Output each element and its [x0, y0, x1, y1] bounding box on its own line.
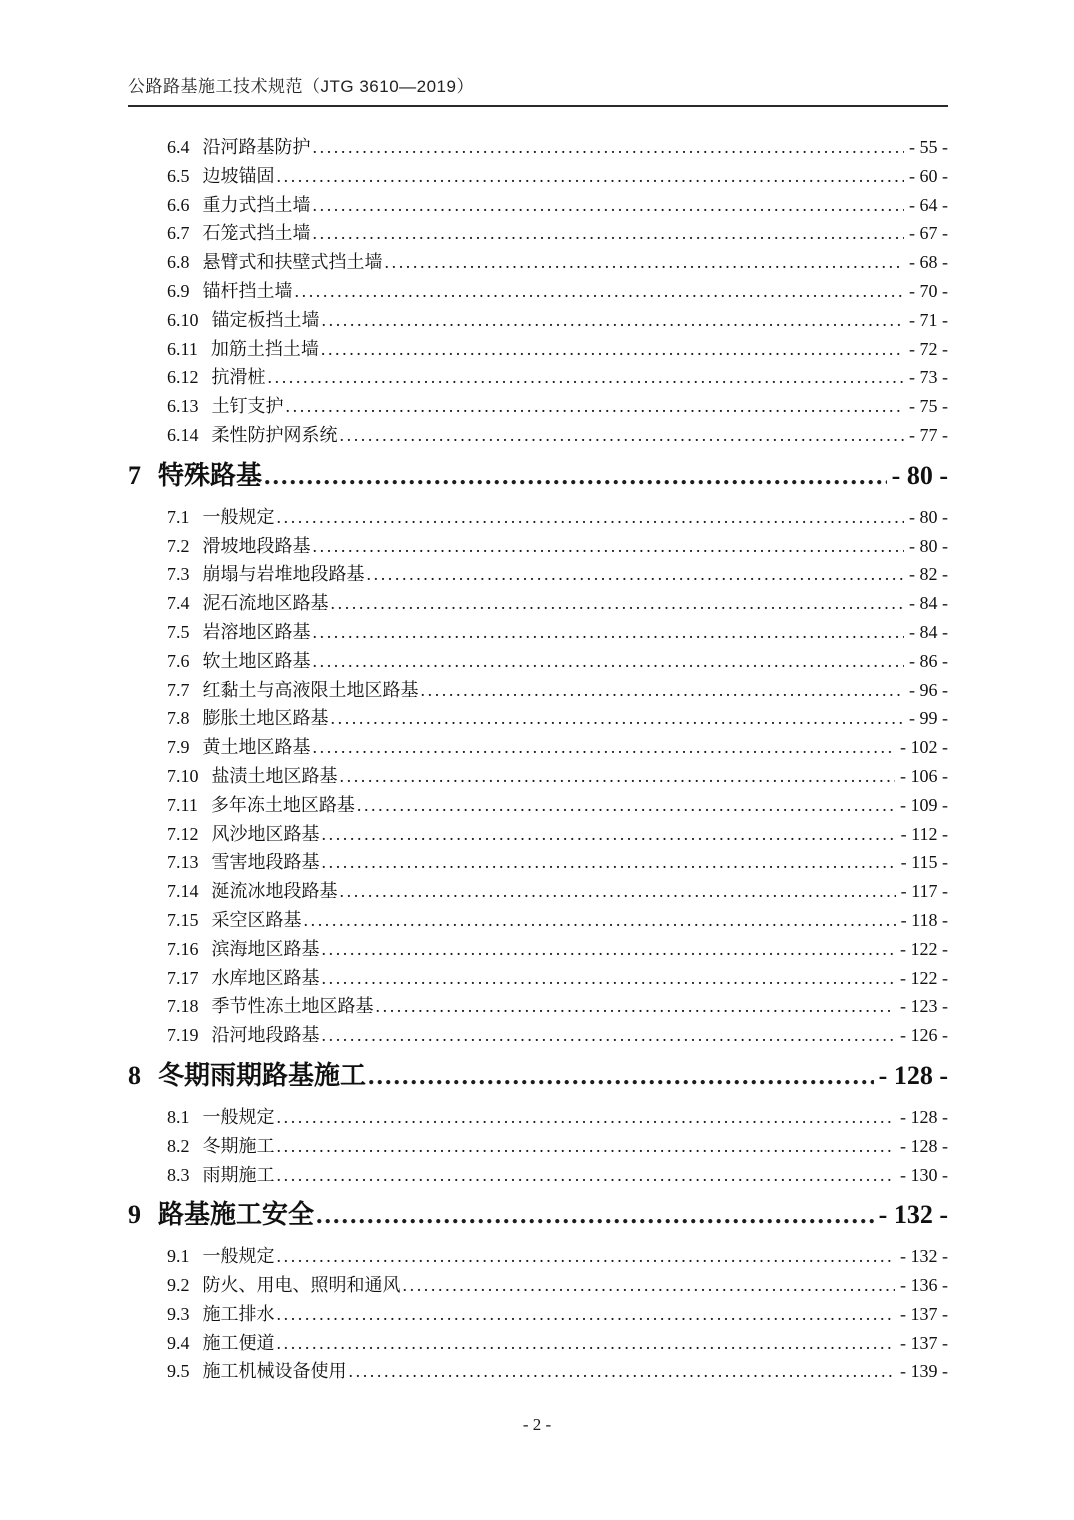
- toc-entry-number: 7.17: [167, 967, 199, 988]
- toc-leader-dots: [277, 1132, 896, 1161]
- toc-entry-page-number: - 64 -: [909, 194, 948, 215]
- toc-entry-page-number: - 123 -: [900, 996, 948, 1017]
- toc-leader-dots: [340, 421, 905, 450]
- toc-entry: [128, 1242, 948, 1271]
- toc-entry: [128, 1021, 948, 1050]
- toc-entry: [128, 162, 948, 191]
- toc-section-heading: [128, 1055, 948, 1097]
- toc-entry-number: 7.14: [167, 881, 199, 902]
- toc-entry-number: 6.9: [167, 280, 190, 301]
- toc-entry: [128, 820, 948, 849]
- toc-entry-page-number: - 67 -: [909, 223, 948, 244]
- toc-entry-page-number: - 82 -: [909, 564, 948, 585]
- toc-entry-page-number: - 102 -: [900, 737, 948, 758]
- page-footer: [0, 1415, 1074, 1435]
- toc-section-heading: [128, 1194, 948, 1236]
- toc-leader-dots: [277, 162, 905, 191]
- toc-entry-title: 锚定板挡土墙: [211, 309, 320, 330]
- toc-entry: [128, 1357, 948, 1386]
- toc-entry-title: 膨胀土地区路基: [202, 708, 329, 729]
- toc-entry-number: 7.1: [167, 506, 190, 527]
- toc-entry-page-number: - 70 -: [909, 280, 948, 301]
- toc-entry-page-number: - 109 -: [900, 794, 948, 815]
- toc-entry-title: 软土地区路基: [202, 650, 311, 671]
- toc-entry: [128, 560, 948, 589]
- toc-entry-title: 加筋土挡土墙: [210, 338, 319, 359]
- toc-entry: [128, 335, 948, 364]
- toc-entry: [128, 791, 948, 820]
- toc-entry-page-number: - 73 -: [909, 367, 948, 388]
- toc-entry: [128, 762, 948, 791]
- toc-entry: [128, 1271, 948, 1300]
- toc-leader-dots: [331, 589, 905, 618]
- toc-entry-page-number: - 122 -: [900, 967, 948, 988]
- toc-entry-title: 岩溶地区路基: [202, 621, 311, 642]
- toc-entry-number: 7.7: [167, 679, 190, 700]
- toc-entry-page-number: - 136 -: [900, 1275, 948, 1296]
- toc-entry-page-number: - 75 -: [909, 396, 948, 417]
- toc-entry: [128, 589, 948, 618]
- toc-entry: [128, 306, 948, 335]
- toc-entry-title: 水库地区路基: [211, 967, 320, 988]
- toc-entry: [128, 877, 948, 906]
- toc-entry-title: 崩塌与岩堆地段路基: [202, 564, 365, 585]
- toc-leader-dots: [349, 1357, 896, 1386]
- toc-entry: [128, 848, 948, 877]
- toc-entry-number: 7: [128, 460, 141, 490]
- toc-leader-dots: [322, 1021, 896, 1050]
- toc-entry: [128, 1329, 948, 1358]
- toc-entry-page-number: - 96 -: [909, 679, 948, 700]
- toc-leader-dots: [277, 1329, 896, 1358]
- toc-entry: [128, 1161, 948, 1190]
- toc-leader-dots: [322, 820, 896, 849]
- toc-section-heading: [128, 455, 948, 497]
- toc-entry-number: 6.4: [167, 137, 190, 157]
- toc-entry-number: 6.13: [167, 396, 199, 417]
- toc-entry-title: 季节性冻土地区路基: [211, 996, 374, 1017]
- toc-entry-page-number: - 86 -: [909, 650, 948, 671]
- toc-entry-title: 沿河路基防护: [202, 137, 311, 157]
- toc-entry-page-number: - 122 -: [900, 938, 948, 959]
- toc-entry: [128, 392, 948, 421]
- toc-entry-title: 冬期施工: [202, 1135, 275, 1156]
- toc-leader-dots: [367, 560, 905, 589]
- toc-entry-number: 7.10: [167, 765, 199, 786]
- toc-entry-page-number: - 72 -: [909, 338, 948, 359]
- toc-leader-dots: [316, 1194, 874, 1236]
- toc-entry-title: 多年冻土地区路基: [210, 794, 355, 815]
- toc-entry-title: 滑坡地段路基: [202, 535, 311, 556]
- toc-entry-number: 7.4: [167, 593, 190, 614]
- toc-entry-page-number: - 132 -: [900, 1246, 948, 1267]
- toc-entry-page-number: - 84 -: [909, 593, 948, 614]
- toc-entry-page-number: - 80 -: [909, 506, 948, 527]
- toc-entry: [128, 1300, 948, 1329]
- toc-entry-page-number: - 55 -: [909, 137, 948, 157]
- toc-entry-number: 7.15: [167, 909, 199, 930]
- toc-entry-page-number: - 68 -: [909, 252, 948, 273]
- toc-entry-number: 8.3: [167, 1164, 190, 1185]
- toc-entry-number: 7.2: [167, 535, 190, 556]
- toc-entry-page-number: - 80 -: [891, 460, 948, 490]
- toc-leader-dots: [322, 964, 896, 993]
- toc-entry-number: 7.18: [167, 996, 199, 1017]
- toc-leader-dots: [295, 277, 905, 306]
- running-header-title: 公路路基施工技术规范（JTG 3610—2019）: [128, 77, 474, 96]
- toc-entry-page-number: - 117 -: [900, 881, 948, 902]
- toc-leader-dots: [313, 647, 905, 676]
- toc-entry-title: 雨期施工: [202, 1164, 275, 1185]
- toc-leader-dots: [403, 1271, 896, 1300]
- toc-entry-number: 7.19: [167, 1025, 199, 1046]
- toc-entry: [128, 191, 948, 220]
- toc-entry: [128, 1103, 948, 1132]
- toc-entry-title: 抗滑桩: [211, 367, 266, 388]
- toc-entry: [128, 532, 948, 561]
- toc-entry: [128, 618, 948, 647]
- toc-entry-page-number: - 71 -: [909, 309, 948, 330]
- toc-entry-number: 9.5: [167, 1361, 190, 1382]
- toc-entry-page-number: - 118 -: [900, 909, 948, 930]
- toc-entry-title: 风沙地区路基: [211, 823, 320, 844]
- toc-entry: [128, 992, 948, 1021]
- toc-entry-title: 黄土地区路基: [202, 737, 311, 758]
- toc-entry-page-number: - 106 -: [900, 765, 948, 786]
- toc-entry-title: 路基施工安全: [158, 1200, 315, 1230]
- toc-entry: [128, 676, 948, 705]
- toc-entry-number: 6.12: [167, 367, 199, 388]
- toc-leader-dots: [340, 762, 896, 791]
- toc-entry-number: 7.12: [167, 823, 199, 844]
- toc-entry-number: 6.8: [167, 252, 190, 273]
- toc-entry-page-number: - 99 -: [909, 708, 948, 729]
- toc-leader-dots: [357, 791, 895, 820]
- toc-entry-title: 红黏土与高液限土地区路基: [202, 679, 419, 700]
- toc-leader-dots: [322, 848, 896, 877]
- toc-entry: [128, 421, 948, 450]
- toc-leader-dots: [313, 219, 905, 248]
- toc-entry-title: 雪害地段路基: [211, 852, 320, 873]
- toc-leader-dots: [321, 335, 904, 364]
- toc-entry-number: 9.4: [167, 1332, 190, 1353]
- toc-leader-dots: [277, 1242, 896, 1271]
- toc-leader-dots: [277, 1103, 896, 1132]
- toc-entry-page-number: - 115 -: [900, 852, 948, 873]
- toc-entry-title: 涎流冰地段路基: [211, 881, 338, 902]
- toc-entry-number: 6.11: [167, 338, 198, 359]
- toc-entry-title: 柔性防护网系统: [211, 424, 338, 445]
- toc-entry-page-number: - 137 -: [900, 1303, 948, 1324]
- toc-entry-title: 土钉支护: [211, 396, 284, 417]
- toc-entry-title: 锚杆挡土墙: [202, 280, 293, 301]
- toc-entry-number: 7.16: [167, 938, 199, 959]
- toc-entry-number: 6.14: [167, 424, 199, 445]
- toc-leader-dots: [286, 392, 905, 421]
- toc-entry-number: 7.5: [167, 621, 190, 642]
- toc-entry-title: 防火、用电、照明和通风: [202, 1275, 401, 1296]
- toc-leader-dots: [313, 733, 896, 762]
- toc-entry-title: 施工机械设备使用: [202, 1361, 347, 1382]
- toc-entry-title: 一般规定: [202, 506, 275, 527]
- toc-leader-dots: [268, 363, 905, 392]
- toc-entry-number: 6.7: [167, 223, 190, 244]
- toc-entry-title: 施工便道: [202, 1332, 275, 1353]
- toc-entry-title: 采空区路基: [211, 909, 302, 930]
- toc-entry-number: 6.6: [167, 194, 190, 215]
- toc-leader-dots: [313, 191, 905, 220]
- toc-entry-number: 7.11: [167, 794, 198, 815]
- toc-entry-page-number: - 128 -: [900, 1135, 948, 1156]
- toc-entry: [128, 277, 948, 306]
- toc-entry: [128, 647, 948, 676]
- toc-leader-dots: [340, 877, 896, 906]
- toc-entry-title: 重力式挡土墙: [202, 194, 311, 215]
- toc-entry-page-number: - 80 -: [909, 535, 948, 556]
- toc-leader-dots: [313, 133, 905, 162]
- toc-entry-page-number: - 128 -: [878, 1060, 948, 1090]
- toc-leader-dots: [368, 1055, 874, 1097]
- toc-leader-dots: [304, 906, 896, 935]
- toc-leader-dots: [331, 704, 905, 733]
- toc-entry: [128, 503, 948, 532]
- toc-leader-dots: [277, 1161, 896, 1190]
- toc-entry-title: 石笼式挡土墙: [202, 223, 311, 244]
- toc-entry: [128, 704, 948, 733]
- toc-entry-title: 沿河地段路基: [211, 1025, 320, 1046]
- toc-entry-title: 盐渍土地区路基: [211, 765, 338, 786]
- toc-entry-page-number: - 128 -: [900, 1106, 948, 1127]
- toc-leader-dots: [264, 455, 887, 497]
- toc-entry-title: 泥石流地区路基: [202, 593, 329, 614]
- toc-entry-number: 9.1: [167, 1246, 190, 1267]
- toc-entry-title: 特殊路基: [158, 460, 263, 490]
- toc-entry-title: 冬期雨期路基施工: [158, 1060, 367, 1090]
- toc-entry-page-number: - 130 -: [900, 1164, 948, 1185]
- toc-entry: [128, 964, 948, 993]
- toc-entry-number: 7.3: [167, 564, 190, 585]
- toc-entry-page-number: - 84 -: [909, 621, 948, 642]
- toc-entry: [128, 248, 948, 277]
- toc-entry-number: 7.8: [167, 708, 190, 729]
- toc-entry-number: 9.3: [167, 1303, 190, 1324]
- toc-entry-page-number: - 139 -: [900, 1361, 948, 1382]
- toc-leader-dots: [313, 532, 905, 561]
- toc-entry-number: 8: [128, 1060, 141, 1090]
- toc-entry-number: 9.2: [167, 1275, 190, 1296]
- toc-entry-title: 滨海地区路基: [211, 938, 320, 959]
- toc-entry-title: 一般规定: [202, 1246, 275, 1267]
- toc-list: [128, 133, 948, 1386]
- toc-entry-page-number: - 137 -: [900, 1332, 948, 1353]
- toc-leader-dots: [376, 992, 896, 1021]
- toc-leader-dots: [322, 306, 905, 335]
- page-header: [128, 0, 948, 107]
- toc-entry-number: 9: [128, 1200, 141, 1230]
- toc-entry: [128, 1132, 948, 1161]
- toc-leader-dots: [322, 935, 896, 964]
- toc-entry-title: 边坡锚固: [202, 165, 275, 186]
- toc-entry-number: 8.1: [167, 1106, 190, 1127]
- toc-entry-number: 7.9: [167, 737, 190, 758]
- toc-entry-title: 施工排水: [202, 1303, 275, 1324]
- footer-page-number: - 2 -: [522, 1415, 552, 1434]
- toc-entry-page-number: - 132 -: [878, 1200, 948, 1230]
- toc-leader-dots: [313, 618, 905, 647]
- toc-entry-page-number: - 77 -: [909, 424, 948, 445]
- toc-entry-title: 一般规定: [202, 1106, 275, 1127]
- toc-leader-dots: [421, 676, 905, 705]
- toc-entry-page-number: - 60 -: [909, 165, 948, 186]
- toc-leader-dots: [277, 1300, 896, 1329]
- toc-leader-dots: [277, 503, 905, 532]
- toc-entry-number: 6.10: [167, 309, 199, 330]
- toc-entry: [128, 133, 948, 162]
- toc-entry-page-number: - 112 -: [900, 823, 948, 844]
- toc-entry-number: 8.2: [167, 1135, 190, 1156]
- toc-entry-number: 7.13: [167, 852, 199, 873]
- toc-entry: [128, 733, 948, 762]
- toc-entry: [128, 906, 948, 935]
- toc-entry: [128, 219, 948, 248]
- toc-leader-dots: [385, 248, 905, 277]
- toc-entry-number: 7.6: [167, 650, 190, 671]
- toc-entry: [128, 935, 948, 964]
- toc-entry-number: 6.5: [167, 165, 190, 186]
- toc-entry-page-number: - 126 -: [900, 1025, 948, 1046]
- toc-entry: [128, 363, 948, 392]
- toc-entry-title: 悬臂式和扶壁式挡土墙: [202, 252, 383, 273]
